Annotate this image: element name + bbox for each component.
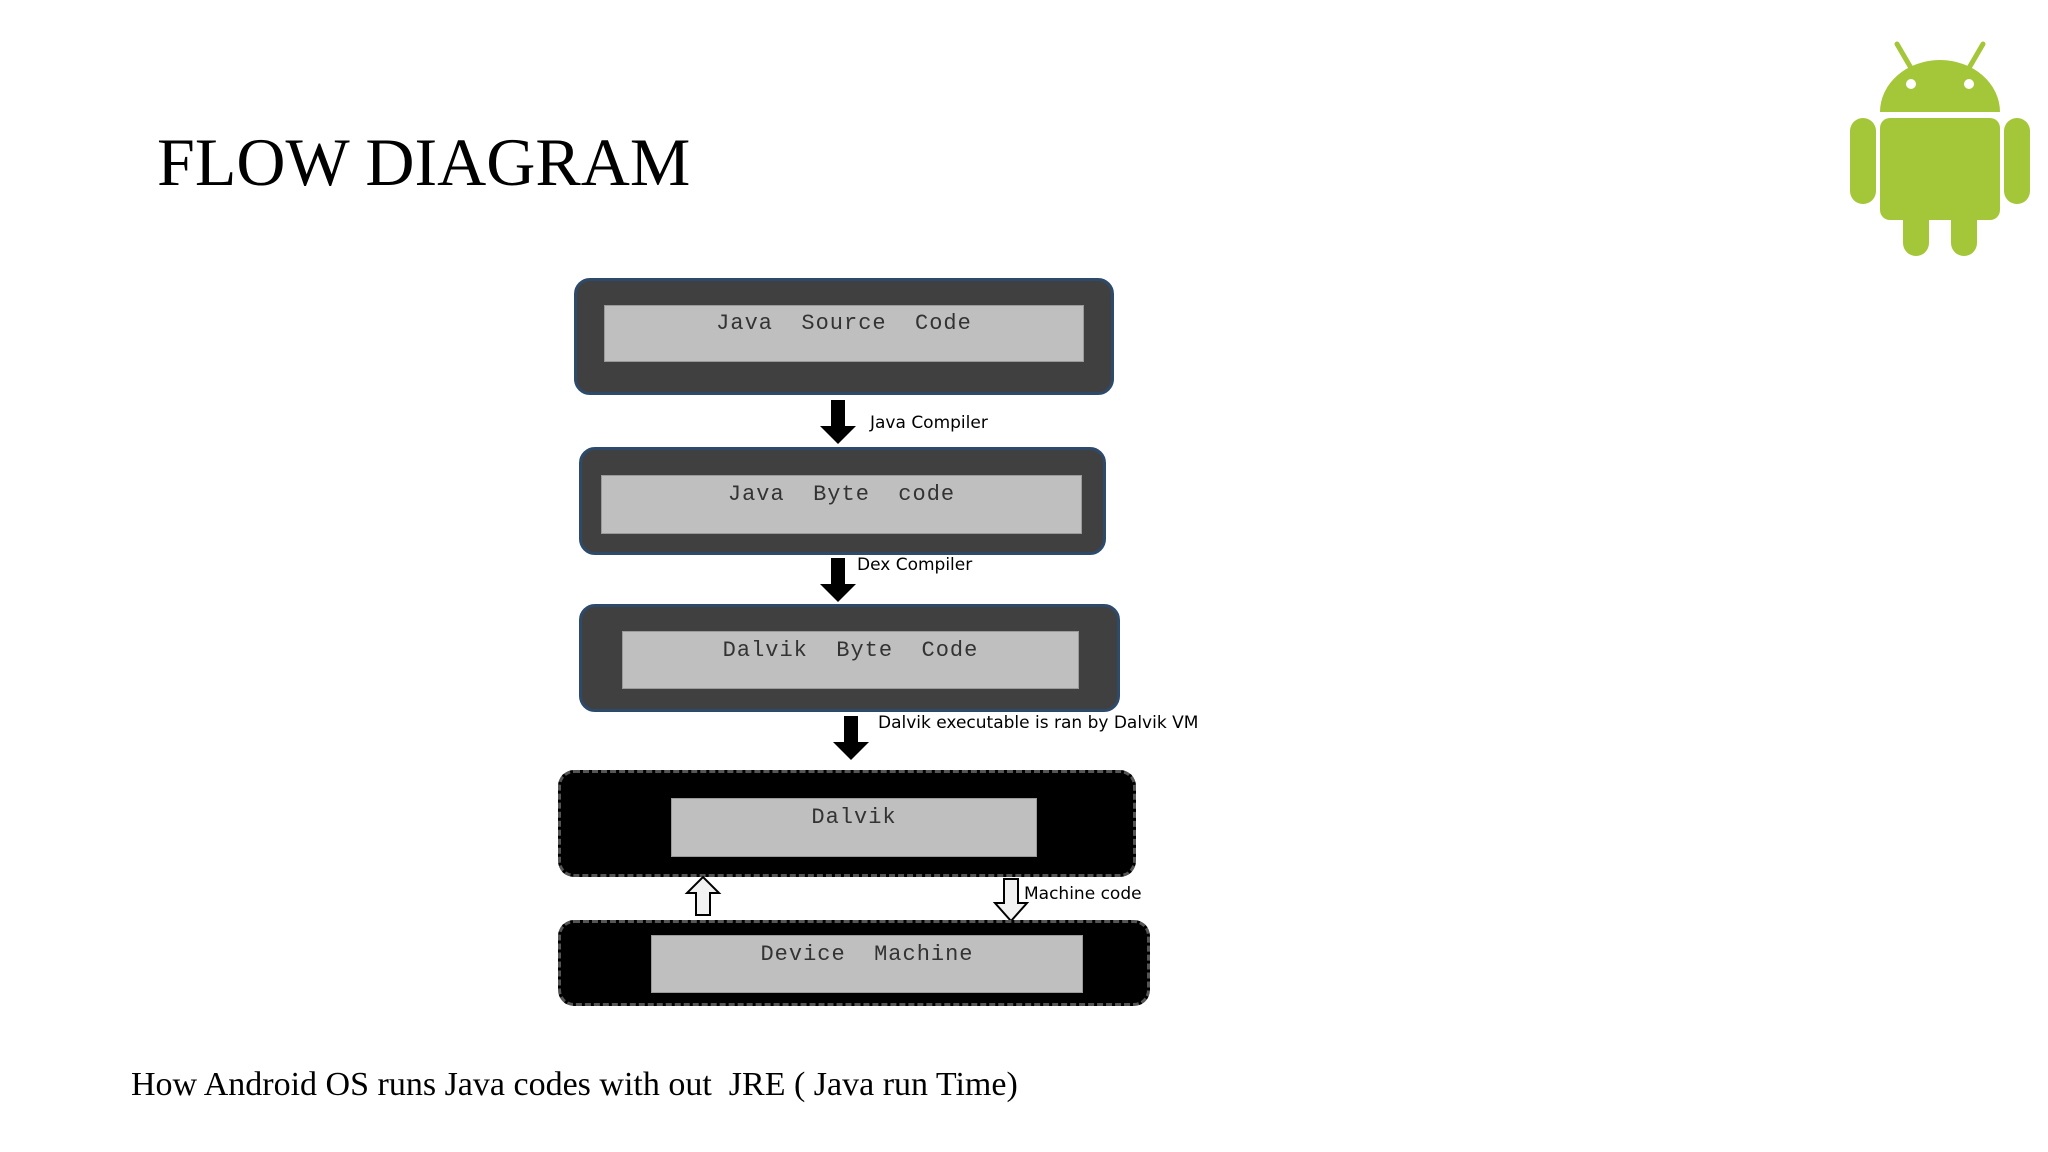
edge-label-dex-compiler: Dex Compiler — [857, 555, 973, 575]
slide-caption: How Android OS runs Java codes with out JRE ( Java run Time) — [131, 1066, 1018, 1103]
up-hollow-arrow-icon — [684, 875, 722, 917]
java-byte-code-label: Java Byte code — [601, 475, 1082, 534]
dalvik-vm-arrow-icon — [831, 716, 871, 762]
edge-label-java-compiler: Java Compiler — [870, 413, 988, 433]
dex-compiler-arrow-icon — [818, 558, 858, 604]
edge-label-machine-code: Machine code — [1024, 884, 1142, 904]
java-compiler-arrow-icon — [818, 400, 858, 446]
dalvik-label: Dalvik — [671, 798, 1037, 857]
dalvik-byte-code-label: Dalvik Byte Code — [622, 631, 1079, 689]
android-robot-icon — [1845, 40, 2035, 260]
slide-title: FLOW DIAGRAM — [157, 124, 691, 200]
device-machine-label: Device Machine — [651, 935, 1083, 993]
edge-label-dalvik-vm: Dalvik executable is ran by Dalvik VM — [878, 713, 1199, 733]
java-source-code-label: Java Source Code — [604, 305, 1084, 362]
